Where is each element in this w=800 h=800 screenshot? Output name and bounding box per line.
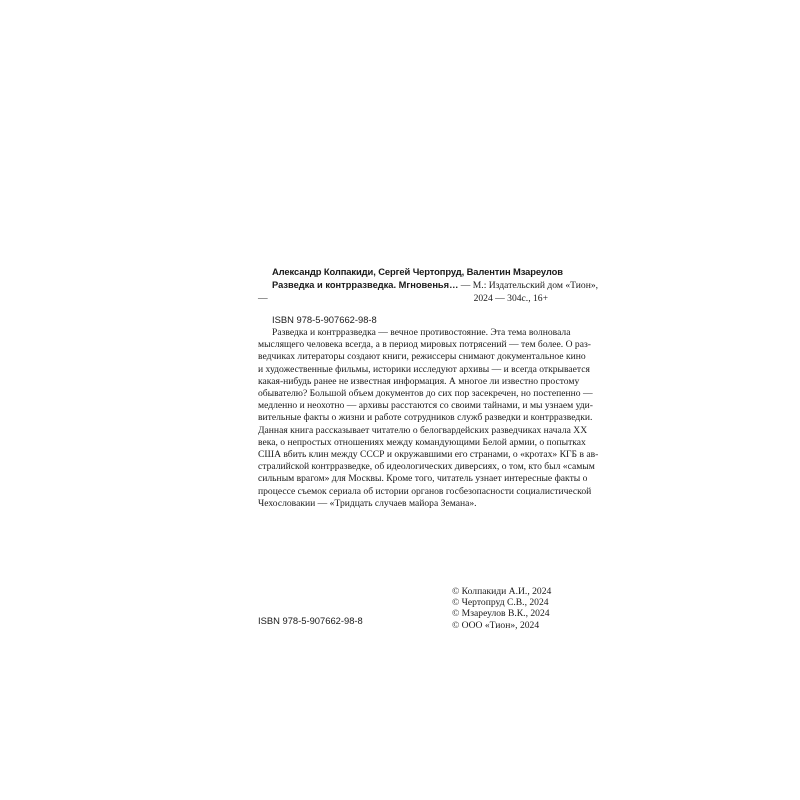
abstract-line: процессе съемок сериала об истории органов госбезопасности социалистической	[258, 485, 592, 497]
abstract-line: обывателю? Большой объем документов до сих пор засекречен, но постепенно —	[258, 388, 593, 400]
abstract-line: Данная книга рассказывает читателю о белогвардейских разведчиках начала XX	[258, 424, 588, 436]
abstract-line: сильным врагом» для Москвы. Кроме того, читатель узнает интересные факты о	[258, 473, 588, 485]
abstract-line: какая-нибудь ранее не известная информация. А многое ли известно простому	[258, 375, 580, 387]
publisher-info: — М.: Издательский дом «Тион»,	[458, 280, 599, 291]
book-title: Разведка и контрразведка. Мгновенья…	[272, 280, 459, 290]
abstract-line: медленно и неохотно — архивы расстаются со своими тайнами, и мы узнаем уди-	[258, 400, 593, 412]
abstract-line: Чехословакии — «Тридцать случаев майора Земана».	[258, 497, 477, 509]
copyright-line: © ООО «Тион», 2024	[452, 619, 540, 631]
abstract-line: вительные факты о жизни и работе сотрудников служб разведки и контрразведки.	[258, 412, 593, 424]
copyright-line: © Колпакиди А.И., 2024	[452, 586, 552, 597]
publication-line	[258, 293, 548, 304]
abstract-line: стралийской контрразведке, об идеологических диверсиях, о том, кто был «самым	[258, 461, 595, 473]
abstract-paragraph	[258, 327, 599, 510]
abstract-line: мыслящего человека всегда, а в период мировых потрясений — тем более. О раз-	[258, 339, 591, 351]
dash-marker: —	[258, 293, 268, 304]
copyright-block	[452, 586, 551, 631]
copyright-line: © Чертопруд С.В., 2024	[452, 597, 549, 609]
isbn-bottom: ISBN 978-5-907662-98-8	[258, 615, 363, 626]
abstract-line: ведчиках литераторы создают книги, режиссеры снимают документальное кино	[258, 351, 586, 363]
year-pages-age: 2024 — 304с., 16+	[473, 293, 548, 304]
abstract-line: века, о непростых отношениях между командующими Белой армии, о попытках	[258, 436, 586, 448]
title-line	[272, 280, 599, 291]
abstract-line: и художественные фильмы, историки исследуют архивы — и всегда открывается	[258, 363, 590, 375]
isbn-top: ISBN 978-5-907662-98-8	[272, 314, 377, 325]
authors-line: Александр Колпакиди, Сергей Чертопруд, Валентин Мзареулов	[272, 266, 563, 277]
copyright-line: © Мзареулов В.К., 2024	[452, 608, 550, 620]
abstract-line: США вбить клин между СССР и окружавшими его странами, о «кротах» КГБ в ав-	[258, 449, 599, 461]
abstract-line: Разведка и контрразведка — вечное противостояние. Эта тема волновала	[272, 327, 571, 338]
